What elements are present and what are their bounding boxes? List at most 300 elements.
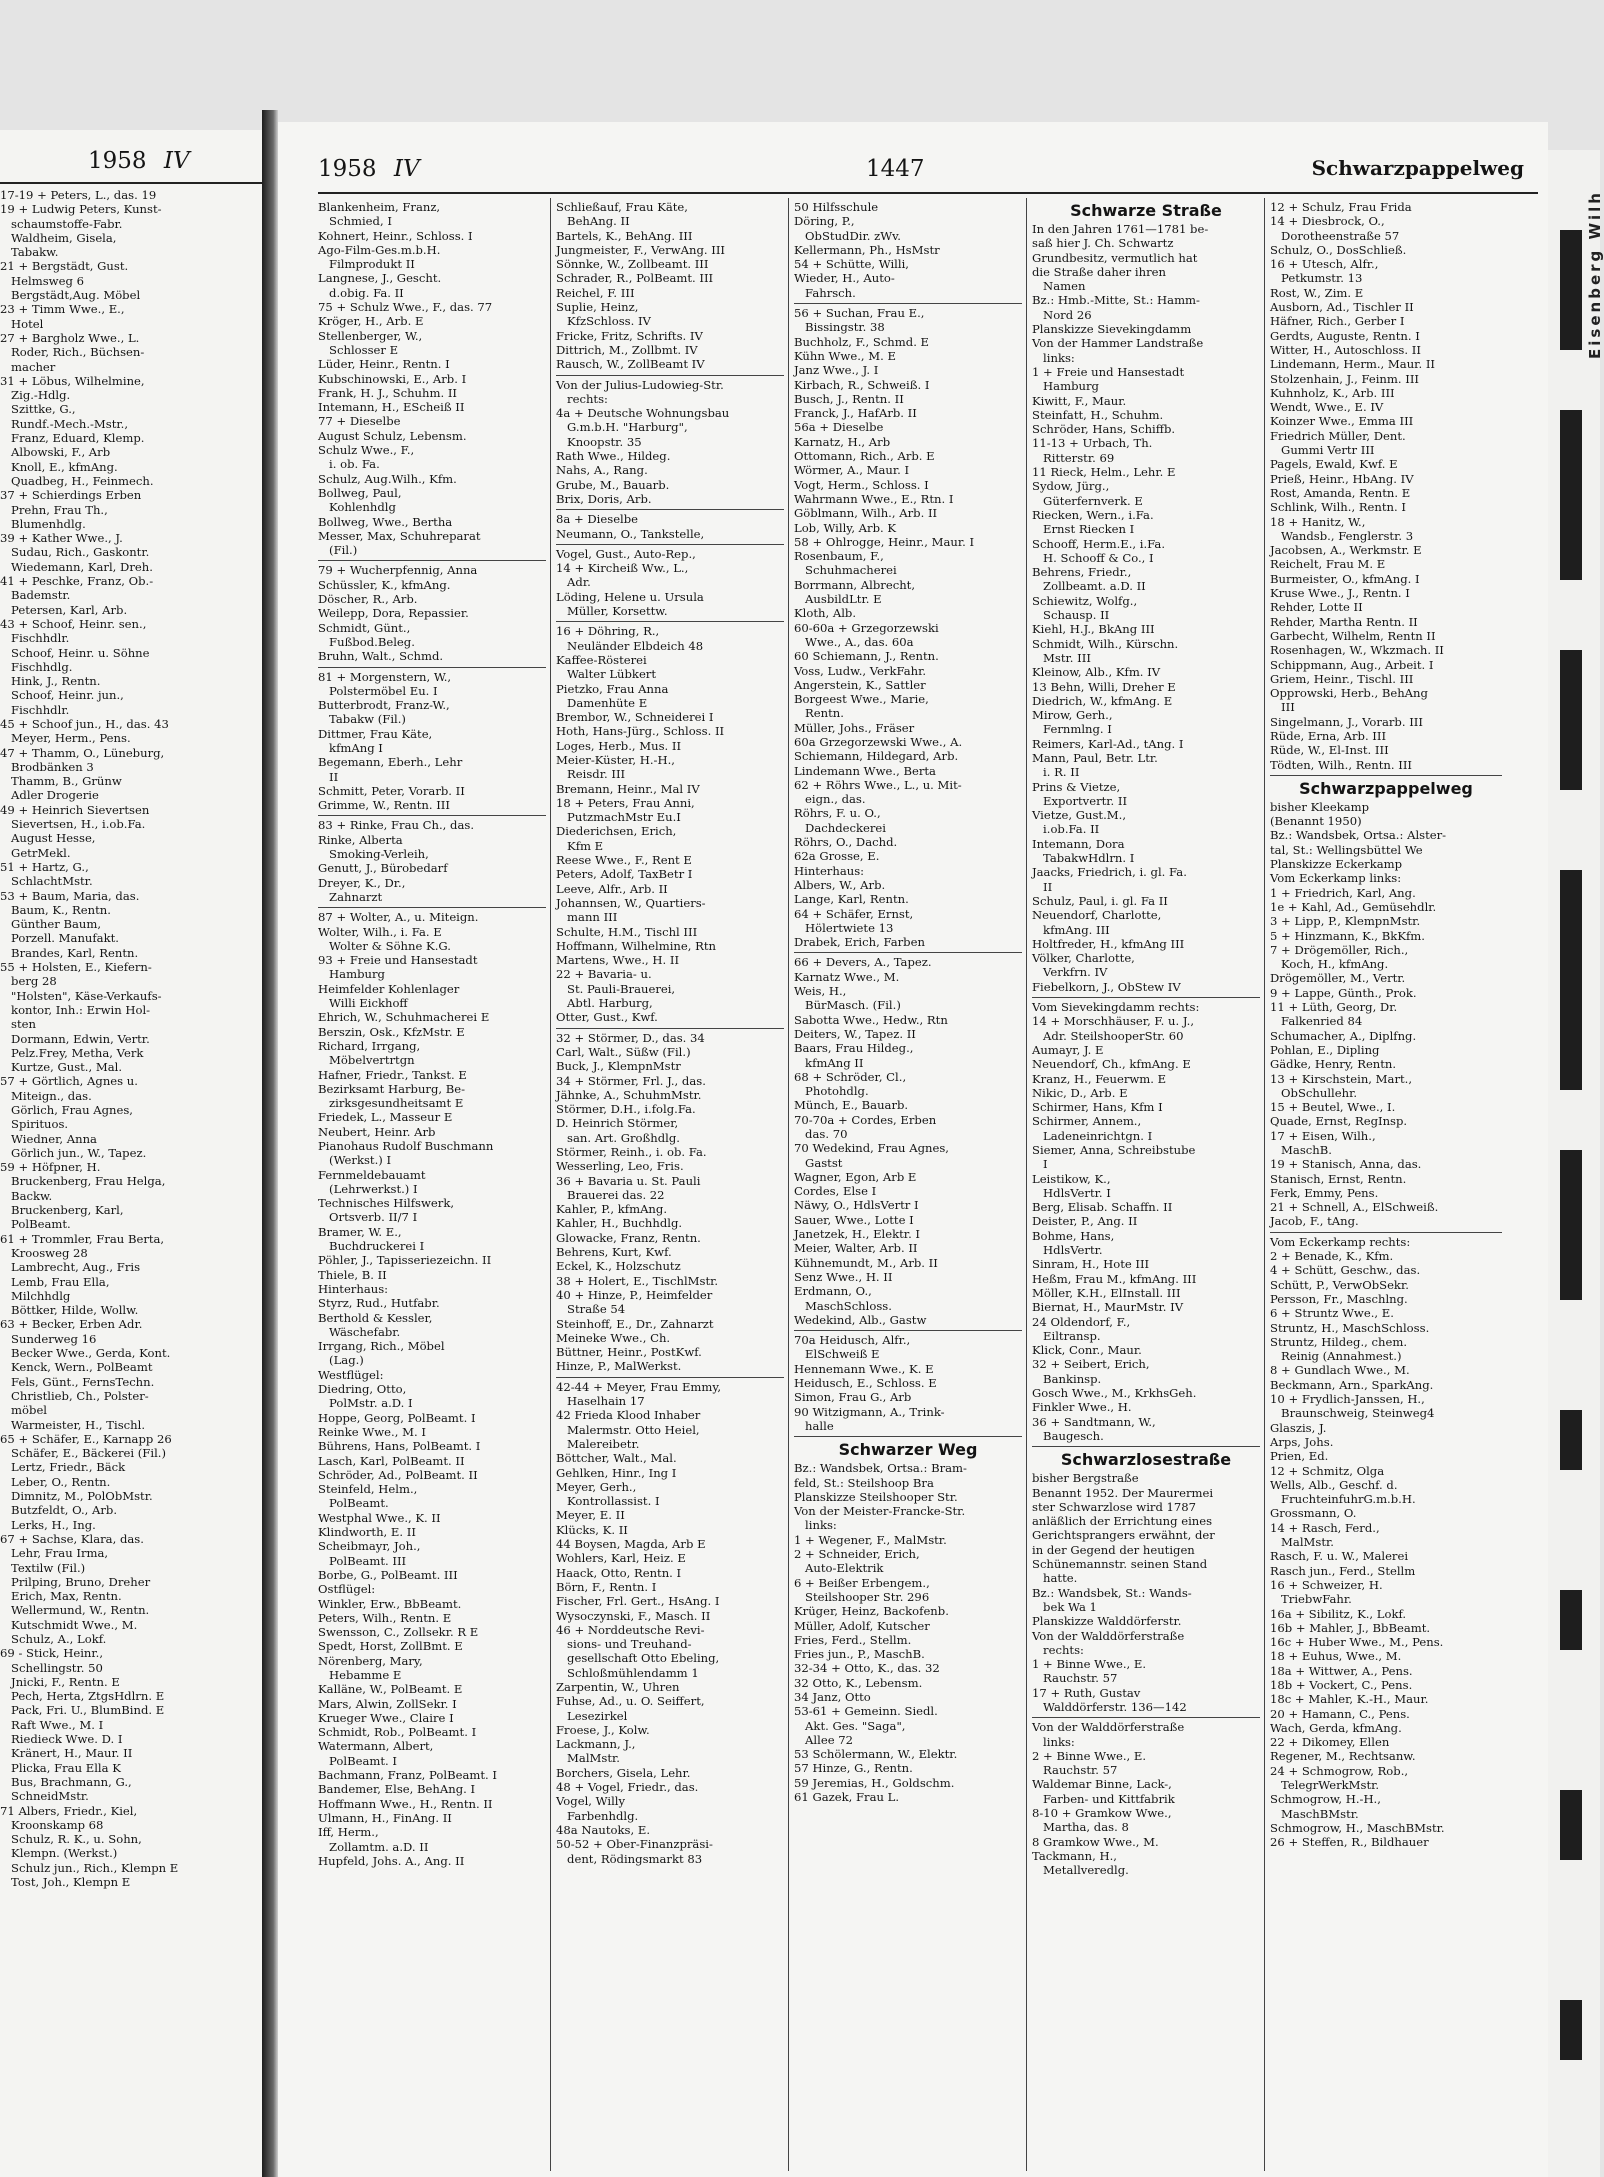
directory-entry: Walter Lübkert: [556, 667, 657, 682]
directory-entry: Simon, Frau G., Arb: [794, 1390, 912, 1405]
directory-entry: Fiebelkorn, J., ObStew IV: [1032, 979, 1181, 994]
directory-entry: Fernmlng. I: [1032, 722, 1112, 737]
directory-entry: Brandes, Karl, Rentn.: [0, 945, 139, 960]
directory-entry: (Lag.): [318, 1353, 364, 1368]
directory-entry: Sinram, H., Hote III: [1032, 1257, 1150, 1272]
directory-entry: Spirituos.: [0, 1117, 69, 1132]
directory-entry: 13 + Kirschstein, Mart.,: [1270, 1071, 1413, 1086]
directory-entry: Planskizze Steilshooper Str.: [794, 1489, 958, 1504]
directory-entry: Helmsweg 6: [0, 273, 84, 288]
edge-bar: [1560, 1150, 1582, 1300]
directory-entry: 14 + Morschhäuser, F. u. J.,: [1032, 1014, 1194, 1029]
edge-bar: [1560, 1590, 1582, 1650]
section-divider: [318, 560, 546, 561]
directory-entry: Angerstein, K., Sattler: [794, 677, 926, 692]
directory-entry: Hoffmann, Wilhelmine, Rtn: [556, 938, 716, 953]
directory-entry: 8-10 + Gramkow Wwe.,: [1032, 1806, 1172, 1821]
directory-entry: Pagels, Ewald, Kwf. E: [1270, 457, 1398, 472]
directory-entry: Hennemann Wwe., K. E: [794, 1361, 934, 1376]
directory-entry: Schippmann, Aug., Arbeit. I: [1270, 657, 1434, 672]
directory-entry: Porzell. Manufakt.: [0, 931, 119, 946]
directory-entry: Schulte, H.M., Tischl III: [556, 924, 698, 939]
directory-entry: Miteign., das.: [0, 1088, 92, 1103]
edge-bar: [1560, 650, 1582, 790]
directory-entry: Blumenhdlg.: [0, 516, 86, 531]
directory-entry: PolMstr. a.D. I: [318, 1396, 413, 1411]
directory-entry: D. Heinrich Störmer,: [556, 1116, 679, 1131]
directory-entry: 64 + Schäfer, Ernst,: [794, 906, 914, 921]
directory-entry: Wandsb., Fenglerstr. 3: [1270, 528, 1414, 543]
directory-entry: 50 Hilfsschule: [794, 200, 879, 214]
directory-entry: Schüssler, K., kfmAng.: [318, 577, 451, 592]
directory-entry: 87 + Wolter, A., u. Miteign.: [318, 910, 479, 925]
directory-entry: Neuendorf, Charlotte,: [1032, 908, 1162, 923]
directory-entry: Winkler, Erw., BbBeamt.: [318, 1596, 462, 1611]
directory-entry: 18 + Hanitz, W.,: [1270, 514, 1366, 529]
directory-entry: St. Pauli-Brauerei,: [556, 981, 676, 996]
directory-entry: Böttker, Hilde, Wollw.: [0, 1303, 139, 1318]
directory-entry: Kranz, H., Feuerwm. E: [1032, 1071, 1167, 1086]
directory-entry: Lob, Willy, Arb. K: [794, 520, 897, 535]
directory-entry: 6 + Beißer Erbengem.,: [794, 1575, 930, 1590]
directory-entry: 17-19 + Peters, L., das. 19: [0, 188, 157, 202]
directory-entry: Struntz, Hildeg., chem.: [1270, 1334, 1408, 1349]
directory-entry: Bademstr.: [0, 588, 71, 603]
directory-entry: Kloth, Alb.: [794, 606, 857, 621]
left-page-header: [88, 148, 190, 178]
directory-entry: rechts:: [1032, 1642, 1084, 1657]
directory-entry: Kubschinowski, E., Arb. I: [318, 371, 467, 386]
directory-entry: Bruhn, Walt., Schmd.: [318, 649, 444, 664]
directory-entry: i. ob. Fa.: [318, 457, 380, 472]
directory-entry: 16 + Schweizer, H.: [1270, 1577, 1383, 1592]
directory-entry: rechts:: [556, 391, 608, 406]
directory-entry: Jungmeister, F., VerwAng. III: [556, 242, 725, 257]
directory-entry: dent, Rödingsmarkt 83: [556, 1851, 703, 1866]
directory-entry: 16 + Utesch, Alfr.,: [1270, 257, 1379, 272]
directory-entry: 1 + Freie und Hansestadt: [1032, 364, 1185, 379]
directory-entry: Franck, J., HafArb. II: [794, 406, 917, 421]
directory-entry: Näwy, O., HdlsVertr I: [794, 1198, 919, 1213]
directory-entry: Kröger, H., Arb. E: [318, 314, 424, 329]
directory-entry: Wedekind, Alb., Gastw: [794, 1312, 927, 1327]
directory-entry: Vietze, Gust.M.,: [1032, 808, 1127, 823]
directory-entry: Meineke Wwe., Ch.: [556, 1330, 671, 1345]
directory-entry: Schmitt, Peter, Vorarb. II: [318, 783, 465, 798]
directory-entry: Becker Wwe., Gerda, Kont.: [0, 1346, 171, 1361]
directory-entry: Beckmann, Arn., SparkAng.: [1270, 1377, 1434, 1392]
directory-entry: Hink, J., Rentn.: [0, 674, 101, 689]
directory-entry: Warmeister, H., Tischl.: [0, 1417, 145, 1432]
directory-entry: 66 + Devers, A., Tapez.: [794, 955, 932, 970]
directory-entry: Pohlan, E., Dipling: [1270, 1042, 1380, 1057]
section-divider: [556, 621, 784, 622]
directory-entry: 34 + Störmer, Frl. J., das.: [556, 1073, 706, 1088]
directory-entry: Sauer, Wwe., Lotte I: [794, 1212, 914, 1227]
directory-entry: Nord 26: [1032, 307, 1092, 322]
section-divider: [794, 1436, 1022, 1437]
directory-entry: Klempn. (Werkst.): [0, 1846, 118, 1861]
directory-entry: Friedek, L., Masseur E: [318, 1110, 453, 1125]
directory-entry: Jähnke, A., SchuhmMstr.: [556, 1087, 702, 1102]
directory-entry: Witter, H., Autoschloss. II: [1270, 342, 1421, 357]
directory-entry: Buck, J., KlempnMstr: [556, 1059, 681, 1074]
directory-entry: Bohme, Hans,: [1032, 1228, 1115, 1243]
directory-entry: Swensson, C., Zollsekr. R E: [318, 1625, 479, 1640]
directory-entry: Ladeneinrichtgn. I: [1032, 1128, 1153, 1143]
directory-entry: Völker, Charlotte,: [1032, 951, 1135, 966]
directory-entry: Deister, P., Ang. II: [1032, 1214, 1138, 1229]
directory-entry: Hinterhaus:: [794, 863, 865, 878]
directory-entry: Riecken, Wern., i.Fa.: [1032, 507, 1154, 522]
left-header-rule: [0, 182, 262, 184]
directory-entry: 32 Otto, K., Lebensm.: [794, 1675, 923, 1690]
directory-entry: Bruckenberg, Karl,: [0, 1203, 124, 1218]
directory-entry: Lindemann Wwe., Berta: [794, 763, 936, 778]
directory-entry: 62a Grosse, E.: [794, 849, 880, 864]
directory-entry: Fuhse, Ad., u. O. Seiffert,: [556, 1694, 705, 1709]
directory-entry: Schmied, I: [318, 214, 392, 229]
edge-vertical-text: Eisenberg Wilh: [1586, 190, 1604, 359]
directory-entry: Finkler Wwe., H.: [1032, 1400, 1132, 1415]
directory-entry: Von der Walddörferstraße: [1032, 1628, 1185, 1643]
directory-entry: PutzmachMstr Eu.I: [556, 810, 681, 825]
directory-entry: Wiedemann, Karl, Dreh.: [0, 559, 153, 574]
directory-entry: Weilepp, Dora, Repassier.: [318, 606, 469, 621]
directory-entry: Baars, Frau Hildeg.,: [794, 1041, 914, 1056]
directory-entry: 12 + Schmitz, Olga: [1270, 1463, 1385, 1478]
directory-entry: Göblmann, Wilh., Arb. II: [794, 506, 938, 521]
left-header-year: 1958: [88, 148, 147, 174]
directory-entry: II: [318, 769, 339, 784]
directory-entry: Knoll, E., kfmAng.: [0, 459, 118, 474]
directory-entry: Hölertwiete 13: [794, 920, 894, 935]
directory-entry: 31 + Löbus, Wilhelmine,: [0, 373, 145, 388]
directory-entry: Görlich jun., W., Tapez.: [0, 1145, 147, 1160]
directory-entry: zirksgesundheitsamt E: [318, 1096, 464, 1111]
directory-entry: Malereibetr.: [556, 1436, 640, 1451]
directory-entry: 50-52 + Ober-Finanzpräsi-: [556, 1837, 713, 1852]
directory-entry: Sönnke, W., Zollbeamt. III: [556, 257, 709, 272]
directory-entry: Rath Wwe., Hildeg.: [556, 449, 671, 464]
directory-entry: i.ob.Fa. II: [1032, 822, 1100, 837]
directory-column-2: [556, 200, 784, 2177]
directory-entry: 43 + Schoof, Heinr. sen.,: [0, 616, 147, 631]
directory-entry: macher: [0, 359, 56, 374]
directory-entry: Schuhmacherei: [794, 563, 897, 578]
directory-entry: Krüger, Heinz, Backofenb.: [794, 1604, 949, 1619]
street-heading: Schwarzpappelweg: [1299, 778, 1473, 798]
directory-entry: Lüder, Heinr., Rentn. I: [318, 357, 450, 372]
directory-entry: Rinke, Alberta: [318, 832, 403, 847]
directory-entry: Metallveredlg.: [1032, 1863, 1129, 1878]
directory-entry: Schiemann, Hildegard, Arb.: [794, 749, 959, 764]
directory-entry: August Hesse,: [0, 831, 96, 846]
directory-entry: 2 + Benade, K., Kfm.: [1270, 1249, 1394, 1264]
directory-entry: Burmeister, O., kfmAng. I: [1270, 571, 1420, 586]
directory-entry: 59 Jeremias, H., Goldschm.: [794, 1775, 955, 1790]
directory-entry: Dimnitz, M., PolObMstr.: [0, 1489, 153, 1504]
directory-entry: Rosenbaum, F.,: [794, 549, 884, 564]
directory-entry: Haselhain 17: [556, 1394, 645, 1409]
directory-entry: Hupfeld, Johs. A., Ang. II: [318, 1853, 465, 1868]
edge-bar: [1560, 2000, 1582, 2060]
directory-entry: Borbe, G., PolBeamt. III: [318, 1567, 458, 1582]
directory-entry: Blankenheim, Franz,: [318, 200, 441, 214]
directory-entry: 22 + Bavaria- u.: [556, 967, 652, 982]
directory-entry: 2 + Schneider, Erich,: [794, 1547, 920, 1562]
directory-entry: Baugesch.: [1032, 1428, 1104, 1443]
directory-entry: Quadbeg, H., Feinmech.: [0, 473, 154, 488]
directory-entry: Schließauf, Frau Käte,: [556, 200, 688, 214]
directory-entry: Gädke, Henry, Rentn.: [1270, 1057, 1397, 1072]
directory-entry: Prehn, Frau Th.,: [0, 502, 108, 517]
directory-entry: bisher Bergstraße: [1032, 1471, 1139, 1486]
directory-entry: i. R. II: [1032, 765, 1080, 780]
directory-entry: 32 + Störmer, D., das. 34: [556, 1030, 705, 1045]
directory-entry: anläßlich der Errichtung eines: [1032, 1514, 1213, 1529]
directory-entry: Leber, O., Rentn.: [0, 1474, 111, 1489]
directory-column-1: [318, 200, 546, 2177]
directory-entry: Berg, Elisab. Schaffn. II: [1032, 1200, 1173, 1215]
directory-entry: Planskizze Walddörferstr.: [1032, 1614, 1182, 1629]
directory-entry: Mirow, Gerh.,: [1032, 708, 1113, 723]
directory-entry: Klick, Conr., Maur.: [1032, 1343, 1142, 1358]
directory-entry: Schirmer, Annem.,: [1032, 1114, 1142, 1129]
directory-entry: Heidusch, E., Schloss. E: [794, 1376, 937, 1391]
directory-entry: kontor, Inh.: Erwin Hol-: [0, 1002, 151, 1017]
directory-entry: 18a + Wittwer, A., Pens.: [1270, 1663, 1413, 1678]
directory-entry: I: [1032, 1157, 1048, 1172]
directory-entry: Smoking-Verleih,: [318, 847, 429, 862]
directory-entry: Bergstädt,Aug. Möbel: [0, 288, 141, 303]
directory-entry: Fricke, Fritz, Schrifts. IV: [556, 328, 703, 343]
directory-entry: Diedrich, W., kfmAng. E: [1032, 693, 1173, 708]
directory-entry: 11-13 + Urbach, Th.: [1032, 436, 1153, 451]
directory-entry: 38 + Holert, E., TischlMstr.: [556, 1273, 719, 1288]
directory-entry: Rehder, Lotte II: [1270, 600, 1363, 615]
directory-entry: 68 + Schröder, Cl.,: [794, 1069, 907, 1084]
directory-entry: 14 + Rasch, Ferd.,: [1270, 1520, 1380, 1535]
directory-entry: Klücks, K. II: [556, 1522, 628, 1537]
directory-entry: Lemb, Frau Ella,: [0, 1274, 110, 1289]
directory-entry: 90 Witzigmann, A., Trink-: [794, 1404, 945, 1419]
directory-entry: Grube, M., Bauarb.: [556, 477, 670, 492]
directory-entry: Möller, K.H., ElInstall. III: [1032, 1285, 1181, 1300]
directory-column-3: [794, 200, 1022, 2177]
directory-entry: Photohdlg.: [794, 1084, 869, 1099]
directory-entry: Styrz, Rud., Hutfabr.: [318, 1296, 440, 1311]
directory-entry: 6 + Struntz Wwe., E.: [1270, 1306, 1394, 1321]
directory-entry: Lertz, Friedr., Bäck: [0, 1460, 126, 1475]
directory-entry: Intemann, H., EScheiß II: [318, 400, 465, 415]
directory-entry: Arps, Johs.: [1270, 1434, 1334, 1449]
directory-entry: Glaszis, J.: [1270, 1420, 1327, 1435]
book-gutter: [262, 110, 278, 2177]
directory-entry: Bz.: Wandsbek, Ortsa.: Bram-: [794, 1461, 967, 1476]
directory-entry: Hamburg: [1032, 379, 1099, 394]
section-divider: [556, 509, 784, 510]
directory-entry: Wwe., A., das. 60a: [794, 634, 914, 649]
directory-entry: Wiedner, Anna: [0, 1131, 97, 1146]
directory-entry: Prins & Vietze,: [1032, 779, 1121, 794]
directory-entry: Carl, Walt., Süßw (Fil.): [556, 1044, 691, 1059]
directory-entry: Neuendorf, Ch., kfmAng. E: [1032, 1057, 1191, 1072]
directory-entry: 18b + Vockert, C., Pens.: [1270, 1677, 1413, 1692]
directory-entry: Wells, Alb., Geschf. d.: [1270, 1477, 1398, 1492]
directory-entry: Tödten, Wilh., Rentn. III: [1270, 757, 1412, 772]
directory-entry: Westphal Wwe., K. II: [318, 1510, 441, 1525]
directory-entry: MalMstr.: [556, 1751, 620, 1766]
directory-entry: MaschB.: [1270, 1143, 1332, 1157]
directory-entry: Allee 72: [794, 1732, 854, 1747]
directory-entry: 81 + Morgenstern, W.,: [318, 669, 452, 684]
directory-entry: Verkfrn. IV: [1032, 965, 1108, 980]
directory-entry: 21 + Schnell, A., ElSchweiß.: [1270, 1200, 1439, 1215]
directory-entry: Reese Wwe., F., Rent E: [556, 853, 692, 868]
directory-entry: Sydow, Jürg.,: [1032, 479, 1110, 494]
directory-entry: III: [1270, 700, 1295, 715]
directory-entry: kfmAng. III: [1032, 922, 1110, 937]
directory-entry: Riedieck Wwe. D. I: [0, 1732, 123, 1747]
directory-entry: Kirbach, R., Schweiß. I: [794, 377, 930, 392]
directory-entry: Nörenberg, Mary,: [318, 1653, 423, 1668]
directory-entry: Heßm, Frau M., kfmAng. III: [1032, 1271, 1197, 1286]
directory-entry: Kahler, H., Buchhdlg.: [556, 1216, 683, 1231]
directory-entry: Bartels, K., BehAng. III: [556, 228, 693, 243]
directory-entry: Fels, Günt., FernsTechn.: [0, 1374, 155, 1389]
directory-entry: Drabek, Erich, Farben: [794, 935, 925, 950]
section-divider: [318, 815, 546, 816]
directory-entry: Senz Wwe., H. II: [794, 1269, 893, 1284]
directory-entry: Struntz, H., MaschSchloss.: [1270, 1320, 1430, 1335]
directory-entry: 3 + Lipp, P., KlempnMstr.: [1270, 914, 1421, 929]
directory-entry: Schmidt, Wilh., Kürschn.: [1032, 636, 1179, 651]
section-divider: [556, 1028, 784, 1029]
directory-entry: Reimers, Karl-Ad., tAng. I: [1032, 736, 1184, 751]
directory-entry: Planskizze Eckerkamp: [1270, 857, 1403, 872]
directory-entry: Schulz, O., DosSchließ.: [1270, 242, 1407, 257]
directory-entry: PolBeamt.: [318, 1496, 389, 1511]
directory-entry: links:: [1032, 1734, 1075, 1749]
directory-entry: 71 Albers, Friedr., Kiel,: [0, 1803, 138, 1818]
directory-entry: Rüde, Erna, Arb. III: [1270, 728, 1387, 743]
directory-entry: links:: [1032, 350, 1075, 365]
street-heading: Schwarzlosestraße: [1060, 1450, 1232, 1470]
directory-entry: SchlachtMstr.: [0, 874, 93, 889]
directory-entry: Vom Eckerkamp links:: [1270, 871, 1402, 886]
directory-entry: Iff, Herm.,: [318, 1825, 379, 1840]
directory-entry: Otter, Gust., Kwf.: [556, 1010, 658, 1025]
directory-entry: Wesserling, Leo, Fris.: [556, 1159, 684, 1174]
directory-entry: Thamm, B., Grünw: [0, 774, 122, 789]
directory-entry: 37 + Schierdings Erben: [0, 488, 142, 503]
directory-entry: 11 Rieck, Helm., Lehr. E: [1032, 465, 1176, 480]
directory-entry: II: [1032, 879, 1053, 894]
directory-entry: 53 Schölermann, W., Elektr.: [794, 1747, 958, 1762]
section-divider: [794, 303, 1022, 304]
edge-bar: [1560, 1410, 1582, 1470]
directory-entry: 22 + Dikomey, Ellen: [1270, 1735, 1390, 1750]
directory-entry: 67 + Sachse, Klara, das.: [0, 1531, 144, 1546]
directory-entry: 4 + Schütt, Geschw., das.: [1270, 1263, 1421, 1278]
directory-entry: Pack, Fri. U., BlumBind. E: [0, 1703, 165, 1718]
directory-entry: HdlsVertr. I: [1032, 1185, 1111, 1200]
section-divider: [556, 544, 784, 545]
directory-entry: 60-60a + Grzegorzewski: [794, 620, 939, 635]
directory-entry: 48a Nautoks, E.: [556, 1822, 651, 1837]
directory-entry: 23 + Timm Wwe., E.,: [0, 302, 125, 317]
directory-entry: Waldheim, Gisela,: [0, 230, 117, 245]
directory-entry: Koinzer Wwe., Emma III: [1270, 414, 1414, 429]
section-divider: [1032, 997, 1260, 998]
directory-entry: Reichel, F. III: [556, 285, 635, 300]
directory-entry: Deiters, W., Tapez. II: [794, 1026, 916, 1041]
directory-entry: Persson, Fr., Maschlng.: [1270, 1291, 1408, 1306]
directory-entry: 62 + Röhrs Wwe., L., u. Mit-: [794, 777, 962, 792]
directory-entry: Namen: [1032, 279, 1086, 294]
directory-entry: TriebwFahr.: [1270, 1592, 1352, 1607]
directory-entry: Kellermann, Ph., HsMstr: [794, 242, 940, 257]
directory-entry: AusbildLtr. E: [794, 592, 882, 607]
directory-entry: Steinhoff, E., Dr., Zahnarzt: [556, 1316, 714, 1331]
street-heading: Schwarzer Weg: [838, 1440, 978, 1460]
directory-entry: Grundbesitz, vermutlich hat: [1032, 250, 1198, 265]
directory-entry: 83 + Rinke, Frau Ch., das.: [318, 818, 475, 833]
directory-entry: Buchdruckerei I: [318, 1239, 425, 1254]
directory-entry: Zollbeamt. a.D. II: [1032, 579, 1146, 594]
directory-entry: 18 + Euhus, Wwe., M.: [1270, 1649, 1402, 1664]
directory-entry: Reisdr. III: [556, 767, 626, 782]
directory-entry: Ehrich, W., Schuhmacherei E: [318, 1010, 490, 1025]
directory-entry: Rasch, F. u. W., Malerei: [1270, 1549, 1409, 1564]
directory-entry: Schulz, R. K., u. Sohn,: [0, 1832, 142, 1847]
directory-entry: Lambrecht, Aug., Fris: [0, 1260, 141, 1275]
directory-entry: Kiehl, H.J., BkAng III: [1032, 622, 1155, 637]
directory-entry: möbel: [0, 1403, 48, 1418]
directory-entry: Prien, Ed.: [1270, 1449, 1329, 1464]
directory-entry: Zahnarzt: [318, 889, 383, 904]
directory-entry: Schröder, Ad., PolBeamt. II: [318, 1467, 478, 1482]
directory-entry: sten: [0, 1017, 36, 1032]
edge-bar: [1560, 410, 1582, 580]
directory-entry: berg 28: [0, 974, 57, 989]
directory-entry: Schausp. II: [1032, 608, 1110, 623]
directory-entry: Straße 54: [556, 1302, 626, 1317]
directory-entry: Tost, Joh., Klempn E: [0, 1875, 131, 1890]
directory-entry: Garbecht, Wilhelm, Rentn II: [1270, 628, 1436, 643]
directory-entry: 56a + Dieselbe: [794, 420, 884, 435]
directory-entry: Mars, Alwin, ZollSekr. I: [318, 1696, 457, 1711]
directory-entry: 60a Grzegorzewski Wwe., A.: [794, 734, 963, 749]
street-running-head: Schwarzpappelweg: [1311, 156, 1524, 180]
directory-entry: 58 + Ohlrogge, Heinr., Maur. I: [794, 534, 975, 549]
directory-entry: Kuhnholz, K., Arb. III: [1270, 385, 1395, 400]
directory-entry: 18c + Mahler, K.-H., Maur.: [1270, 1692, 1429, 1707]
directory-entry: Döscher, R., Arb.: [318, 592, 418, 607]
directory-entry: Hebamme E: [318, 1667, 402, 1682]
directory-entry: Kontrollassist. I: [556, 1494, 660, 1509]
directory-entry: Albers, W., Arb.: [794, 877, 886, 892]
directory-entry: Meier-Küster, H.-H.,: [556, 752, 675, 767]
directory-entry: Bollweg, Paul,: [318, 485, 402, 500]
directory-column-5: [1270, 200, 1502, 2177]
directory-entry: gesellschaft Otto Ebeling,: [556, 1651, 720, 1666]
directory-entry: Kroosweg 28: [0, 1245, 88, 1260]
directory-entry: Fischhdlr.: [0, 631, 70, 646]
directory-entry: Wysoczynski, F., Masch. II: [556, 1608, 711, 1623]
directory-entry: Müller, Adolf, Kutscher: [794, 1618, 930, 1633]
